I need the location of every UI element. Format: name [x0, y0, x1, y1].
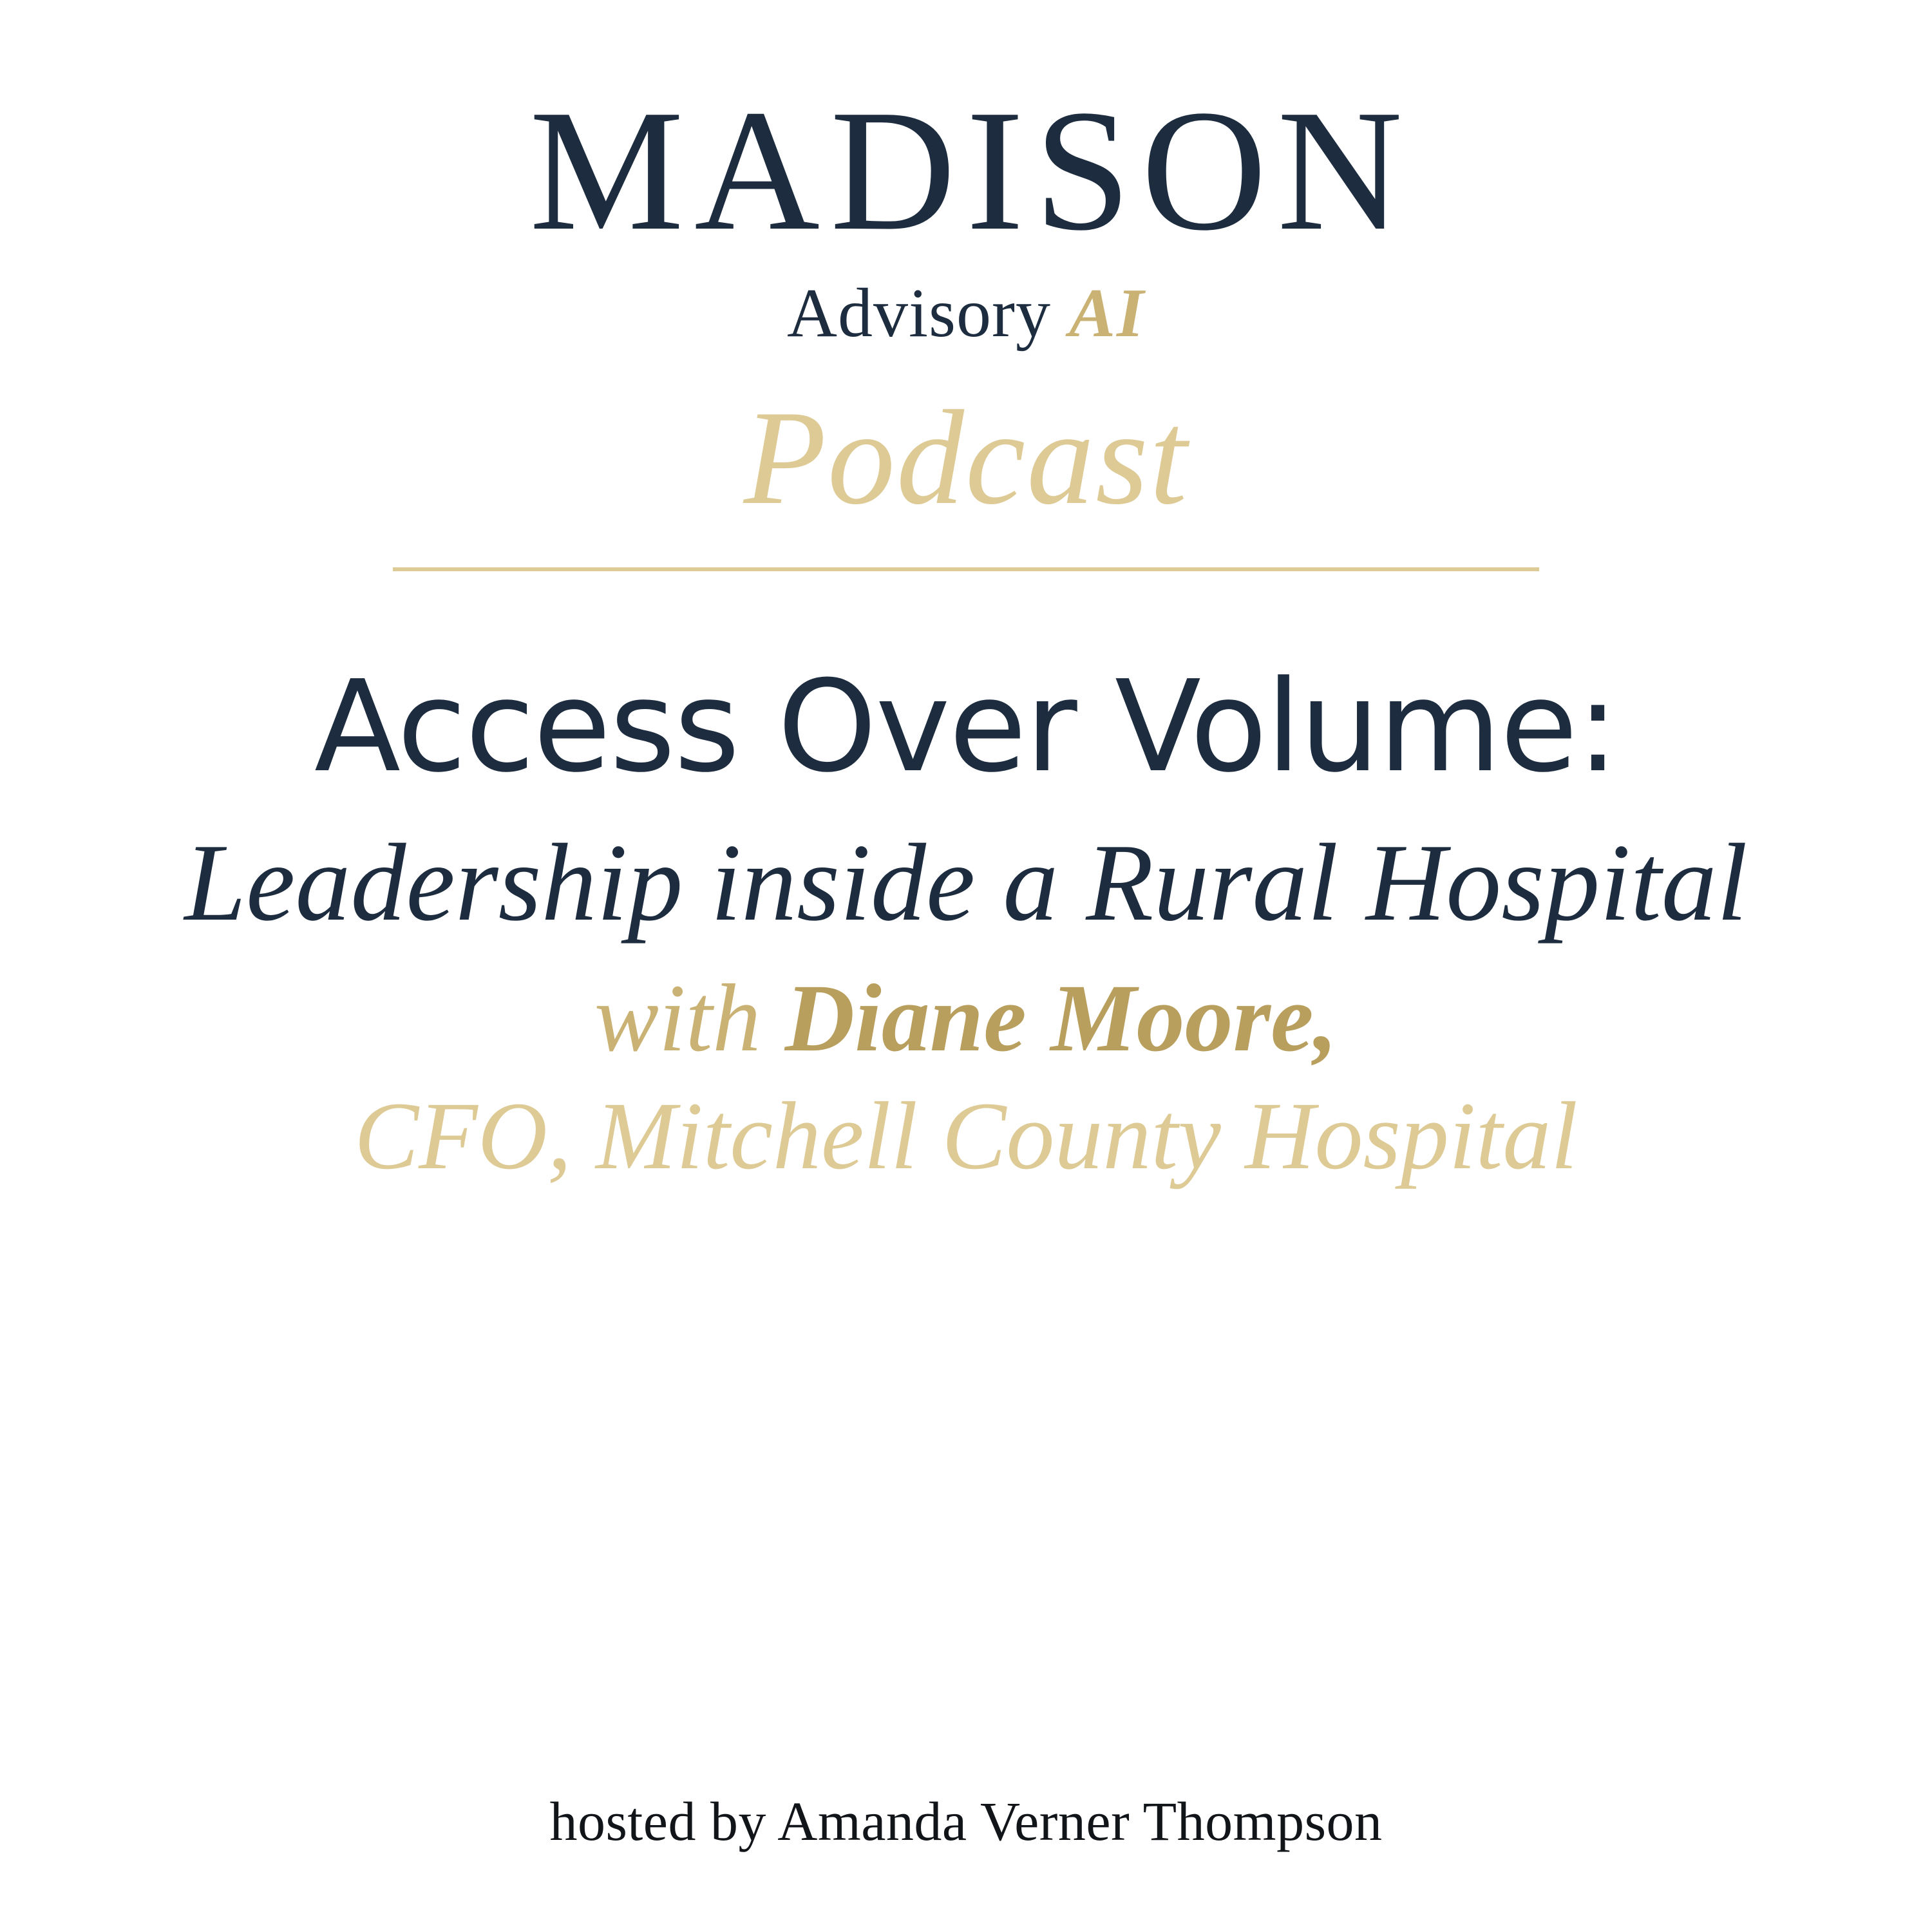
episode-title-block	[97, 654, 1835, 1189]
brand-tagline-primary: Advisory	[786, 275, 1051, 352]
brand-block	[0, 74, 1932, 533]
brand-tagline-accent: AI	[1068, 275, 1146, 352]
footer	[0, 1788, 1932, 1855]
program-label: Podcast	[743, 383, 1189, 533]
guest-name: Diane Moore,	[784, 964, 1338, 1072]
brand-name: MADISON	[529, 74, 1414, 267]
episode-title-main: Access Over Volume:	[314, 654, 1618, 801]
brand-tagline	[0, 276, 1932, 352]
guest-prefix: with	[594, 964, 761, 1072]
episode-title-sub: Leadership inside a Rural Hospital	[184, 822, 1748, 945]
gold-divider	[393, 567, 1539, 571]
guest-role: CFO, Mitchell County Hospital	[354, 1082, 1578, 1189]
episode-guest-line	[97, 965, 1835, 1072]
host-credit: hosted by Amanda Verner Thompson	[549, 1790, 1383, 1852]
